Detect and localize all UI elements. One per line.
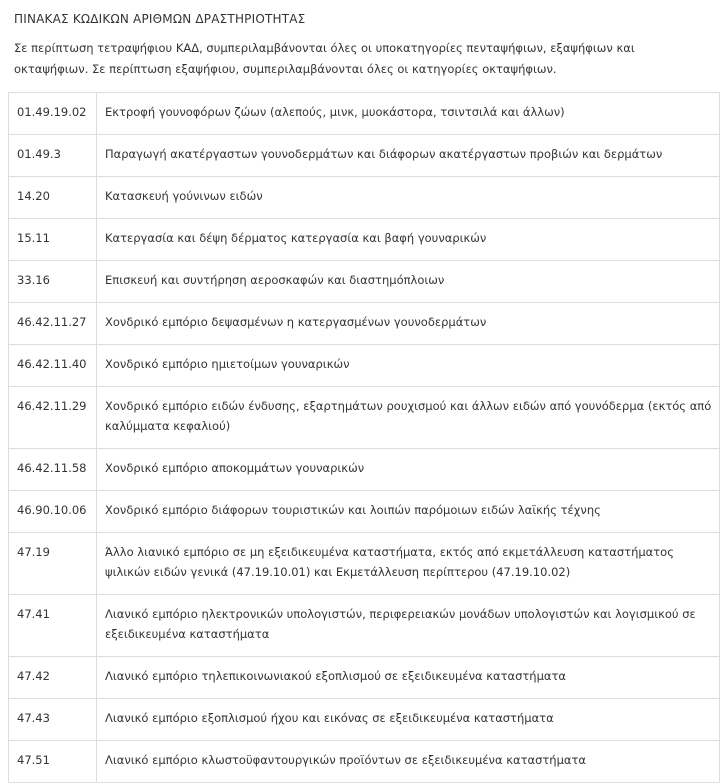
table-row: [9, 93, 720, 135]
description-cell: Χονδρικό εμπόριο ημιετοίμων γουναρικών: [97, 345, 720, 387]
table-row: [9, 699, 720, 741]
description-cell: Χονδρικό εμπόριο αποκομμάτων γουναρικών: [97, 449, 720, 491]
table-row: [9, 595, 720, 657]
description-cell: Κατασκευή γούνινων ειδών: [97, 177, 720, 219]
table-row: [9, 533, 720, 595]
description-cell: Χονδρικό εμπόριο ειδών ένδυσης, εξαρτημάτων ρουχισμού και άλλων ειδών από γουνόδερμα (εκτός από καλύμματα κεφαλιού): [97, 387, 720, 449]
code-cell: 47.51: [9, 741, 97, 783]
code-cell: 01.49.19.02: [9, 93, 97, 135]
description-cell: Λιανικό εμπόριο εξοπλισμού ήχου και εικόνας σε εξειδικευμένα καταστήματα: [97, 699, 720, 741]
code-cell: 47.41: [9, 595, 97, 657]
code-cell: 46.42.11.40: [9, 345, 97, 387]
table-row: [9, 177, 720, 219]
code-cell: 46.42.11.27: [9, 303, 97, 345]
description-cell: Εκτροφή γουνοφόρων ζώων (αλεπούς, μινκ, μυοκάστορα, τσιντσιλά και άλλων): [97, 93, 720, 135]
table-row: [9, 387, 720, 449]
description-cell: Παραγωγή ακατέργαστων γουνοδερμάτων και διάφορων ακατέργαστων προβιών και δερμάτων: [97, 135, 720, 177]
description-cell: Άλλο λιανικό εμπόριο σε μη εξειδικευμένα καταστήματα, εκτός από εκμετάλλευση καταστήματος ψιλικών ειδών γενικά (47.19.10.01) και Εκμετάλλευση περίπτερου (47.19.10.02): [97, 533, 720, 595]
code-cell: 15.11: [9, 219, 97, 261]
table-row: [9, 741, 720, 783]
description-cell: Επισκευή και συντήρηση αεροσκαφών και διαστημόπλοιων: [97, 261, 720, 303]
code-cell: 46.90.10.06: [9, 491, 97, 533]
table-row: [9, 303, 720, 345]
table-row: [9, 491, 720, 533]
code-cell: 47.19: [9, 533, 97, 595]
description-cell: Κατεργασία και δέψη δέρματος κατεργασία και βαφή γουναρικών: [97, 219, 720, 261]
table-row: [9, 219, 720, 261]
code-cell: 14.20: [9, 177, 97, 219]
code-cell: 46.42.11.29: [9, 387, 97, 449]
description-cell: Χονδρικό εμπόριο δεψασμένων η κατεργασμένων γουνοδερμάτων: [97, 303, 720, 345]
activity-codes-table: [8, 92, 720, 783]
code-cell: 46.42.11.58: [9, 449, 97, 491]
table-row: [9, 449, 720, 491]
code-cell: 47.43: [9, 699, 97, 741]
description-cell: Λιανικό εμπόριο κλωστοϋφαντουργικών προϊόντων σε εξειδικευμένα καταστήματα: [97, 741, 720, 783]
code-cell: 47.42: [9, 657, 97, 699]
page-title: ΠΙΝΑΚΑΣ ΚΩΔΙΚΩΝ ΑΡΙΘΜΩΝ ΔΡΑΣΤΗΡΙΟΤΗΤΑΣ: [14, 12, 306, 26]
table-row: [9, 657, 720, 699]
table-row: [9, 135, 720, 177]
code-cell: 01.49.3: [9, 135, 97, 177]
description-cell: Λιανικό εμπόριο ηλεκτρονικών υπολογιστών, περιφερειακών μονάδων υπολογιστών και λογισμικού σε εξειδικευμένα καταστήματα: [97, 595, 720, 657]
table-row: [9, 345, 720, 387]
intro-paragraph: Σε περίπτωση τετραψήφιου ΚΑΔ, συμπεριλαμβάνονται όλες οι υποκατηγορίες πενταψήφιων, εξαψήφιων και οκταψήφιων. Σε περίπτωση εξαψήφιου, συμπεριλαμβάνονται όλες οι κατηγορίες οκταψήφιων.: [14, 41, 635, 76]
description-cell: Χονδρικό εμπόριο διάφορων τουριστικών και λοιπών παρόμοιων ειδών λαϊκής τέχνης: [97, 491, 720, 533]
table-body: [9, 93, 720, 783]
code-cell: 33.16: [9, 261, 97, 303]
table-row: [9, 261, 720, 303]
description-cell: Λιανικό εμπόριο τηλεπικοινωνιακού εξοπλισμού σε εξειδικευμένα καταστήματα: [97, 657, 720, 699]
